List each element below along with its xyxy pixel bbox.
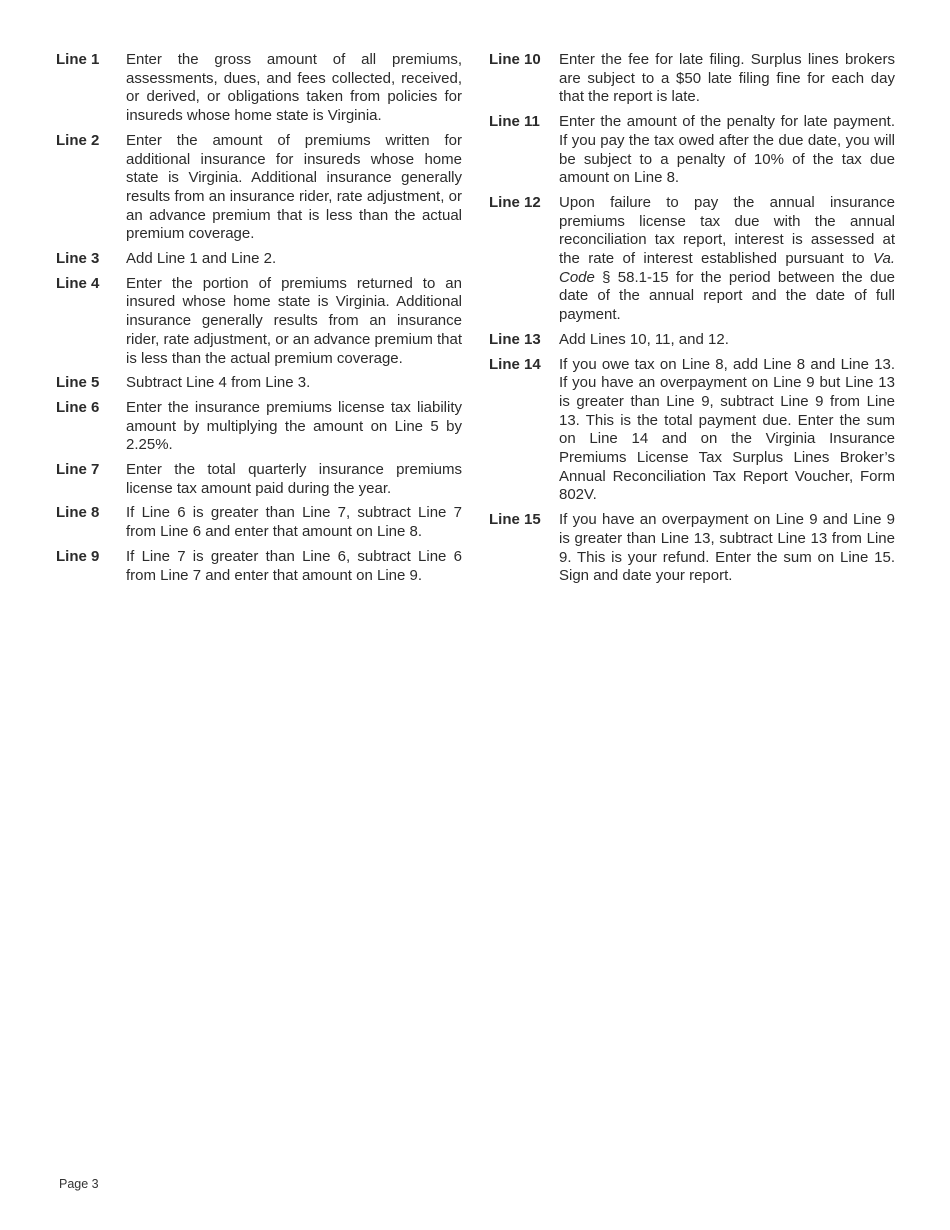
line-label: Line 4 [56, 274, 100, 292]
line-text: If Line 7 is greater than Line 6, subtract Line 6 from Line 7 and enter that amount on Line 9. [126, 547, 462, 584]
line-text: If you have an overpayment on Line 9 and Line 9 is greater than Line 13, subtract Line 13 from Line 9. This is your refund. Enter the sum on Line 15. Sign and date your report. [559, 511, 895, 585]
instruction-line-11 [489, 113, 895, 188]
line-label: Line 3 [56, 250, 100, 268]
line-label: Line 8 [56, 504, 100, 522]
instruction-line-13 [489, 331, 895, 350]
right-column [489, 51, 895, 592]
line-text-part: Upon failure to pay the annual insurance premiums license tax due with the annual reconciliation tax report, interest is assessed at the rate of interest established pursuant to [559, 193, 895, 268]
line-text [559, 194, 895, 325]
line-label: Line 6 [56, 398, 100, 416]
line-label: Line 9 [56, 547, 100, 565]
line-label: Line 13 [489, 330, 541, 348]
line-text: If you owe tax on Line 8, add Line 8 and Line 13. If you have an overpayment on Line 9 but Line 13 is greater than Line 9, subtract Line 9 from Line 13. This is the total payment due. Enter the sum on Line 14 and on the Virginia Insurance Premiums License Tax Surplus Lines Broker’s Annual Reconciliation Tax Report Voucher, Form 802V. [559, 355, 895, 504]
line-text: Enter the amount of the penalty for late payment. If you pay the tax owed after the due date, you will be subject to a penalty of 10% of the tax due amount on Line 8. [559, 113, 895, 187]
instruction-line-6 [56, 399, 462, 455]
instruction-line-10 [489, 51, 895, 107]
line-label: Line 15 [489, 511, 541, 529]
line-text-part: § 58.1-15 for the period between the due date of the annual report and the date of full payment. [559, 268, 895, 324]
line-text: Enter the fee for late filing. Surplus lines brokers are subject to a $50 late filing fine for each day that the report is late. [559, 51, 895, 106]
instruction-line-5 [56, 374, 462, 393]
line-text: Enter the amount of premiums written for additional insurance for insureds whose home state is Virginia. Additional insurance generally results from an insurance rider, rate adjustment, or an advance premium that is less than the actual premium coverage. [126, 131, 462, 243]
line-label: Line 14 [489, 355, 541, 373]
instruction-line-7 [56, 461, 462, 498]
instruction-line-2 [56, 132, 462, 244]
line-label: Line 10 [489, 51, 541, 68]
instruction-line-14 [489, 356, 895, 506]
line-text: Enter the total quarterly insurance premiums license tax amount paid during the year. [126, 461, 462, 497]
page-number: Page 3 [59, 1177, 99, 1191]
instruction-line-15 [489, 511, 895, 586]
line-label: Line 7 [56, 461, 100, 479]
instruction-line-12 [489, 194, 895, 325]
line-label: Line 12 [489, 193, 541, 211]
line-label: Line 1 [56, 51, 100, 68]
line-text: Add Line 1 and Line 2. [126, 250, 277, 268]
line-label: Line 5 [56, 374, 100, 392]
instruction-line-4 [56, 275, 462, 369]
line-label: Line 11 [489, 113, 540, 131]
code-reference: Va. Code [559, 250, 895, 286]
line-text: If Line 6 is greater than Line 7, subtract Line 7 from Line 6 and enter that amount on Line 8. [126, 504, 462, 541]
line-text: Subtract Line 4 from Line 3. [126, 374, 311, 392]
line-text: Add Lines 10, 11, and 12. [559, 330, 729, 348]
line-text: Enter the portion of premiums returned to an insured whose home state is Virginia. Additional insurance generally results from an insurance rider, rate adjustment, or an advance premium that is less than the actual premium coverage. [126, 274, 463, 367]
line-text: Enter the insurance premiums license tax liability amount by multiplying the amount on Line 5 by 2.25%. [126, 398, 462, 454]
left-column [56, 51, 462, 591]
instruction-line-3 [56, 250, 462, 269]
instruction-line-1 [56, 51, 462, 126]
line-label: Line 2 [56, 131, 100, 149]
instruction-line-9 [56, 548, 462, 585]
instruction-line-8 [56, 504, 462, 541]
line-text: Enter the gross amount of all premiums, assessments, dues, and fees collected, received, or derived, or obligations taken from policies for insureds whose home state is Virginia. [126, 51, 462, 125]
